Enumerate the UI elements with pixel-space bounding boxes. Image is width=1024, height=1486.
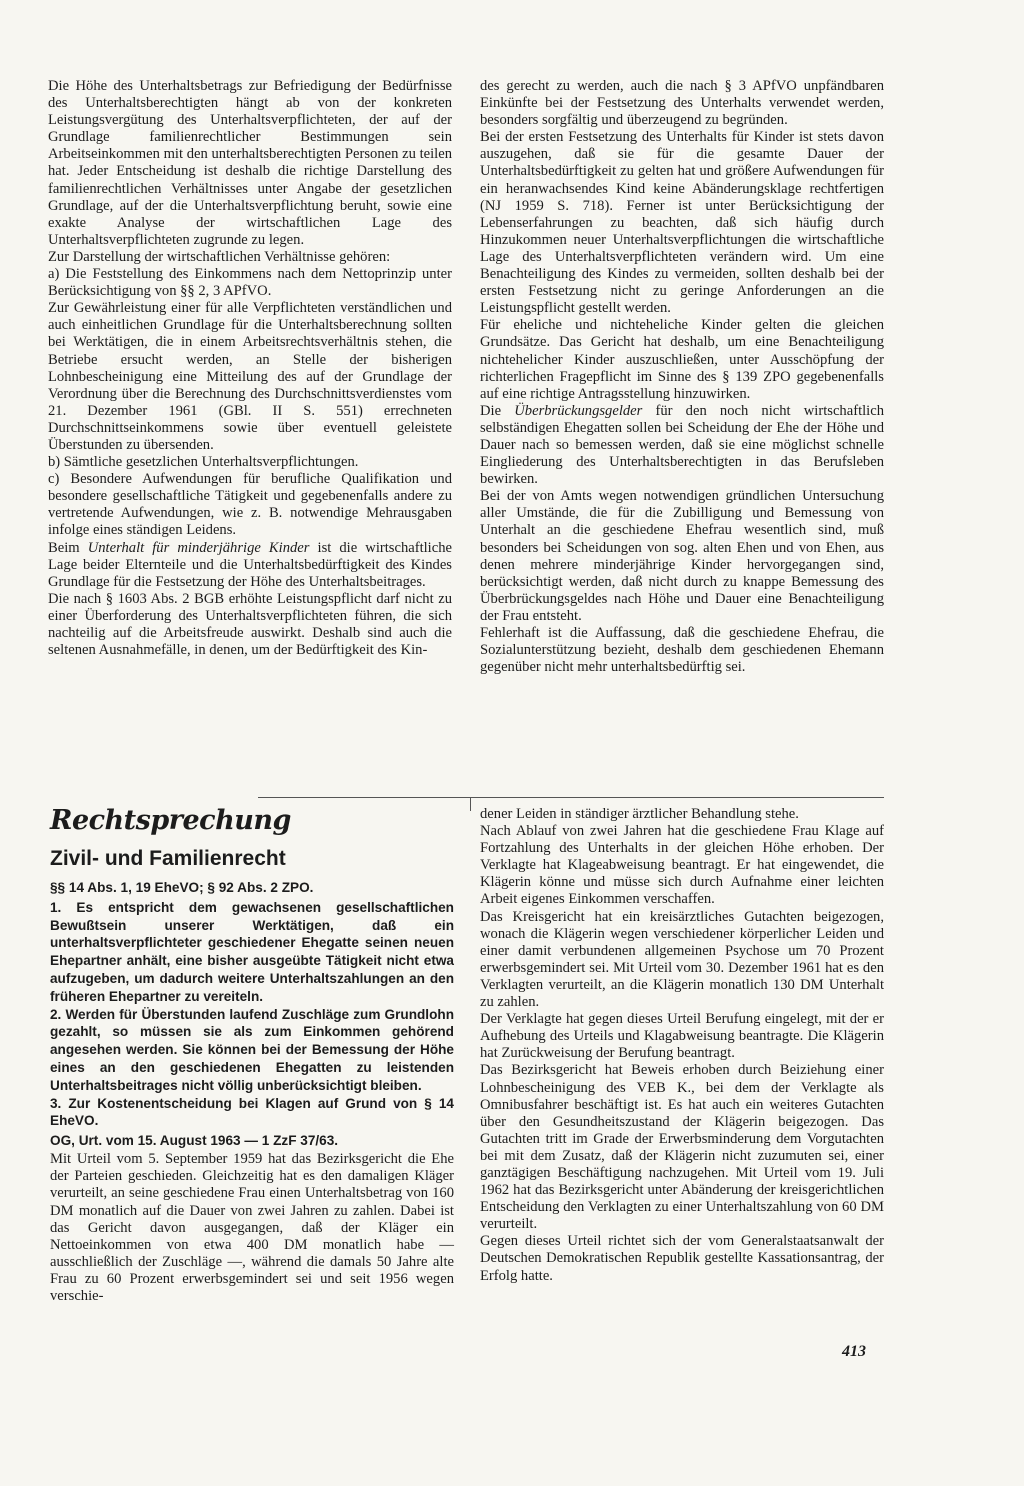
paragraph: Bei der ersten Festsetzung des Unterhalts für Kinder ist stets davon auszugehen, daß sie für die gesamte Dauer der Unterhaltsbedürftigkeit zu gelten hat und größere Aufwendungen für ein heranwachsendes Kind keine Abänderungsklage rechtfertigen (NJ 1959 S. 718). Ferner ist unter Berücksichtigung der Lebenserfahrungen zu beachten, daß sich häufig durch Hinzukommen neuer Unterhaltsverpflichtungen die wirtschaftliche Lage des Unterhaltsverpflichteten verändern wird. Um eine Benachteiligung des Kindes zu vermeiden, sollten deshalb bei der ersten Festsetzung nicht zu geringe Anforderungen an die Leistungspflicht gestellt werden. xyxy=(480,129,884,317)
bottom-right-column xyxy=(480,806,884,1285)
paragraph-bridging-money: Die Überbrückungsgelder für den noch nicht wirtschaftlich selbständigen Ehegatten sollen bei Scheidung der Ehe der Höhe und Dauer nach so bemessen werden, daß sie eine möglichst schnelle Eingliederung des Unterhaltsberechtigten in das Berufsleben bewirken. xyxy=(480,402,885,488)
section-heading: Zivil- und Familienrecht xyxy=(50,847,286,870)
emphasis: Unterhalt für minderjährige Kinder xyxy=(87,539,310,556)
paragraph: Nach Ablauf von zwei Jahren hat die geschiedene Frau Klage auf Fortzahlung des Unterhalts in der gleichen Höhe erhoben. Der Verklagte hat Klageabweisung beantragt. Er hat eingewendet, die Klägerin könne und müsse sich durch Aufnahme einer leichten Arbeit eigenes Einkommen verschaffen. xyxy=(480,823,884,908)
section-brand-title: Rechtsprechung xyxy=(50,805,291,836)
paragraph: Das Kreisgericht hat ein kreisärztliches Gutachten beigezogen, wonach die Klägerin wegen verschiedener körperlicher Leiden und einer damit verbundenen allgemeinen Psychose um 70 Prozent erwerbsgemindert sei. Mit Urteil vom 30. Dezember 1961 hat es den Verklagten verurteilt, an die Klägerin monatlich 130 DM Unterhalt zu zahlen. xyxy=(480,908,884,1011)
paragraph-minor-children: Beim Unterhalt für minderjährige Kinder ist die wirtschaftliche Lage beider Elternteile und die Unterhaltsbedürftigkeit des Kindes Grundlage für die Festsetzung der Höhe des Unterhaltsbeitrages. xyxy=(48,539,452,590)
paragraph: Die Höhe des Unterhaltsbetrags zur Befriedigung der Bedürfnisse des Unterhaltsberechtigten hängt ab von der konkreten Leistungsvergütung des Unterhaltsverpflichteten, der auf der Grundlage familienrechtlicher Bestimmungen sein Arbeitseinkommen mit den unterhaltsberechtigten Personen zu teilen hat. Jeder Entscheidung ist deshalb die richtige Darstellung des familienrechtlichen Verhältnisses unter Angabe der gesetzlichen Grundlage, auf der die Unterhaltsverpflichtung beruht, sowie eine exakte Analyse der wirtschaftlichen Lage des Unterhaltsverpflichteten zugrunde zu legen. xyxy=(48,78,452,248)
paragraph: dener Leiden in ständiger ärztlicher Behandlung stehe. xyxy=(480,806,799,822)
headnote: 2. Werden für Überstunden laufend Zuschläge zum Grundlohn gezahlt, so müssen sie als zum Einkommen gehörend angesehen werden. Sie können bei der Bemessung der Höhe eines an den geschiedenen Ehegatten zu leistenden Unterhaltsbeitrages nicht völlig unberücksichtigt bleiben. xyxy=(50,1006,454,1093)
paragraph: a) Die Feststellung des Einkommens nach dem Nettoprinzip unter Berücksichtigung von §§ 2, 3 APfVO. xyxy=(48,266,452,300)
headnote: 3. Zur Kostenentscheidung bei Klagen auf Grund von § 14 EheVO. xyxy=(50,1095,454,1129)
emphasis: Überbrückungsgelder xyxy=(514,402,643,419)
headnote: 1. Es entspricht dem gewachsenen gesellschaftlichen Bewußtsein unserer Werktätigen, daß ein unterhaltsverpflichteter geschiedener Ehegatte seinen neuen Ehepartner anhält, eine bisher ausgeübte Tätigkeit nicht etwa aufzugeben, um dadurch weitere Unterhaltszahlungen an den früheren Ehepartner zu vereiteln. xyxy=(50,899,454,1004)
top-right-column xyxy=(480,78,884,676)
paragraph: Gegen dieses Urteil richtet sich der vom Generalstaatsanwalt der Deutschen Demokratischen Republik gestellte Kassationsantrag, der Erfolg hatte. xyxy=(480,1233,884,1284)
section-divider xyxy=(258,797,884,798)
court-reference: OG, Urt. vom 15. August 1963 — 1 ZzF 37/63. xyxy=(50,1133,339,1149)
top-left-column xyxy=(48,78,452,659)
column-divider xyxy=(470,797,471,811)
paragraph: Zur Darstellung der wirtschaftlichen Verhältnisse gehören: xyxy=(48,248,391,265)
paragraph: Fehlerhaft ist die Auffassung, daß die geschiedene Ehefrau, die Sozialunterstützung bezieht, deshalb dem geschiedenen Ehemann gegenüber nicht mehr unterhaltsbedürftig sei. xyxy=(480,625,884,676)
norm-citation: §§ 14 Abs. 1, 19 EheVO; § 92 Abs. 2 ZPO. xyxy=(50,880,314,895)
paragraph: b) Sämtliche gesetzlichen Unterhaltsverpflichtungen. xyxy=(48,454,359,471)
page-number: 413 xyxy=(842,1343,866,1360)
paragraph: Der Verklagte hat gegen dieses Urteil Berufung eingelegt, mit der er Aufhebung des Urteils und Klagabweisung beantragte. Die Klägerin hat Zurückweisung der Berufung beantragt. xyxy=(480,1011,884,1062)
paragraph: Die nach § 1603 Abs. 2 BGB erhöhte Leistungspflicht darf nicht zu einer Überforderung des Unterhaltsverpflichteten führen, die sich nachteilig auf die Arbeitsfreude auswirkt. Deshalb sind auch die seltenen Ausnahmefälle, in denen, um der Bedürftigkeit des Kin- xyxy=(48,590,452,659)
paragraph: Für eheliche und nichteheliche Kinder gelten die gleichen Grundsätze. Das Gericht hat deshalb, um eine Benachteiligung nichtehelicher Kinder auszuschließen, unter Ausschöpfung der richterlichen Fragepflicht im Sinne des § 139 ZPO gegebenenfalls auf eine richtige Antragsstellung hinzuwirken. xyxy=(480,317,884,402)
paragraph: Zur Gewährleistung einer für alle Verpflichteten verständlichen und auch einheitlichen Grundlage für die Unterhaltsberechnung sollten bei Werktätigen, die in einem Arbeitsrechtsverhältnis stehen, die Betriebe ersucht werden, an Stelle der bisherigen Lohnbescheinigung eine Mitteilung des auf der Grundlage der Verordnung über die Berechnung des Durchschnittsverdienstes vom 21. Dezember 1961 (GBl. II S. 551) errechneten Durchschnittseinkommens sowie über eventuell geleistete Überstunden zu übersenden. xyxy=(48,300,452,453)
paragraph: Das Bezirksgericht hat Beweis erhoben durch Beiziehung einer Lohnbescheinigung des VEB K., bei dem der Verklagte als Omnibusfahrer beschäftigt ist. Es hat auch ein weiteres Gutachten über den Gesundheitszustand der Klägerin beigezogen. Das Gutachten tritt im Grade der Erwerbsminderung dem Vorgutachten bei mit dem Zusatz, daß der Klägerin nicht zuzumuten sei, einer ganztägigen Beschäftigung nachzugehen. Mit Urteil vom 19. Juli 1962 hat das Bezirksgericht unter Abänderung der kreisgerichtlichen Entscheidung den Verklagten zu einer Unterhaltszahlung von 60 DM verurteilt. xyxy=(480,1062,884,1233)
paragraph: Bei der von Amts wegen notwendigen gründlichen Untersuchung aller Umstände, die für die Zubilligung und Bemessung von Unterhalt an die geschiedene Ehefrau wesentlich sind, muß besonders bei Scheidungen von sog. alten Ehen und von Ehen, aus denen mehrere minderjährige Kinder hervorgegangen sind, berücksichtigt werden, daß nicht durch zu knappe Bemessung des Überbrückungsgeldes nach Höhe und Dauer eine Benachteiligung der Frau entsteht. xyxy=(480,488,884,624)
bottom-left-column xyxy=(50,806,454,1305)
paragraph: c) Besondere Aufwendungen für berufliche Qualifikation und besondere gesellschaftliche Tätigkeit und gegebenenfalls andere zu vertretende Aufwendungen, wie z. B. notwendige Mehrausgaben infolge eines ständigen Leidens. xyxy=(48,471,452,539)
paragraph: des gerecht zu werden, auch die nach § 3 APfVO unpfändbaren Einkünfte bei der Festsetzung des Unterhalts verwendet werden, besonders sorgfältig und überzeugend zu begründen. xyxy=(480,78,884,129)
paragraph: Mit Urteil vom 5. September 1959 hat das Bezirksgericht die Ehe der Parteien geschieden. Gleichzeitig hat es den damaligen Kläger verurteilt, an seine geschiedene Frau einen Unterhaltsbetrag von 160 DM monatlich auf die Dauer von zwei Jahren zu zahlen. Dabei ist das Gericht davon ausgegangen, daß der Kläger ein Nettoeinkommen von etwa 400 DM monatlich habe — ausschließlich der Zuschläge —, während die damals 50 Jahre alte Frau zu 60 Prozent erwerbsgemindert sei und seit 1956 wegen verschie- xyxy=(50,1151,454,1304)
